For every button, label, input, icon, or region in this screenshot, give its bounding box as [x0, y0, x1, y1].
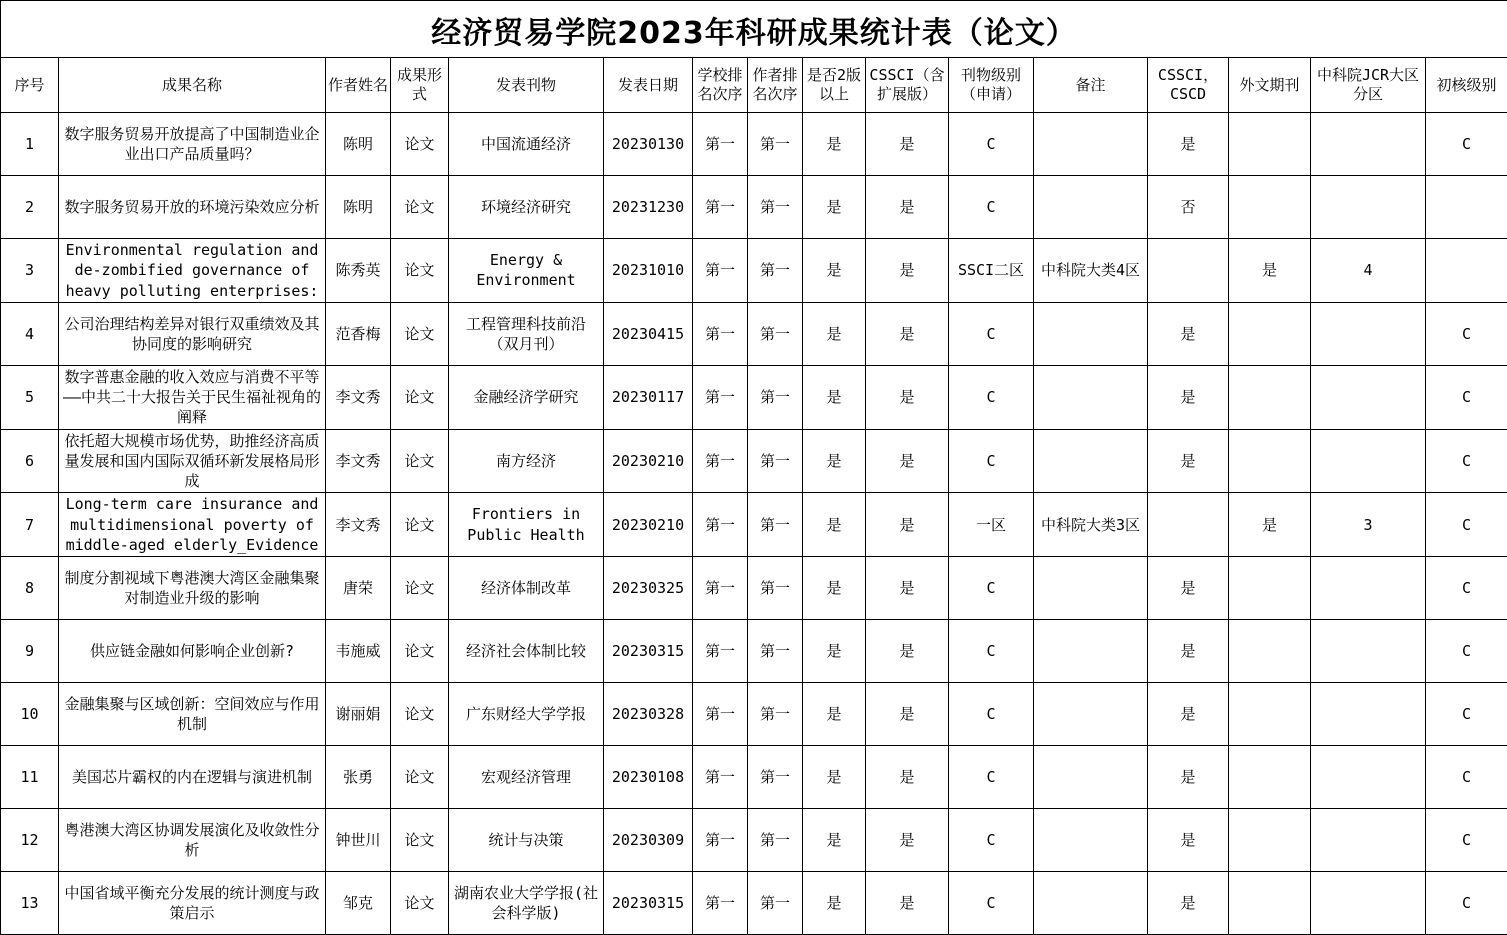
- table-cell: 工程管理科技前沿（双月刊）: [449, 302, 604, 365]
- table-cell: 是: [866, 429, 949, 493]
- table-cell: 公司治理结构差异对银行双重绩效及其协同度的影响研究: [59, 302, 326, 365]
- table-cell: 是: [866, 872, 949, 935]
- table-cell: 第一: [748, 746, 803, 809]
- table-cell: 是: [803, 365, 866, 429]
- table-row: [1, 429, 1507, 493]
- table-cell: 第一: [748, 113, 803, 176]
- table-cell: 是: [1229, 239, 1311, 303]
- table-cell: 是: [1148, 683, 1229, 746]
- column-header: 序号: [1, 58, 59, 113]
- table-cell: 20230117: [604, 365, 693, 429]
- table-cell: 20231010: [604, 239, 693, 303]
- column-header: 发表刊物: [449, 58, 604, 113]
- table-cell: [1034, 429, 1148, 493]
- table-cell: C: [949, 809, 1034, 872]
- table-cell: [1229, 683, 1311, 746]
- page-title: 经济贸易学院2023年科研成果统计表（论文）: [1, 1, 1507, 58]
- table-cell: 第一: [693, 493, 748, 557]
- table-cell: 金融集聚与区域创新：空间效应与作用机制: [59, 683, 326, 746]
- table-cell: C: [1426, 620, 1507, 683]
- table-cell: [1034, 620, 1148, 683]
- table-cell: 邹克: [326, 872, 391, 935]
- table-row: [1, 620, 1507, 683]
- table-cell: 是: [803, 620, 866, 683]
- table-cell: 是: [866, 683, 949, 746]
- table-cell: 是: [803, 493, 866, 557]
- table-cell: 李文秀: [326, 493, 391, 557]
- table-cell: 广东财经大学学报: [449, 683, 604, 746]
- table-cell: 是: [1148, 872, 1229, 935]
- table-cell: 统计与决策: [449, 809, 604, 872]
- table-cell: 2: [1, 176, 59, 239]
- table-cell: 第一: [693, 620, 748, 683]
- table-cell: 20230328: [604, 683, 693, 746]
- table-cell: C: [1426, 683, 1507, 746]
- table-cell: 第一: [693, 872, 748, 935]
- table-cell: [1229, 302, 1311, 365]
- table-cell: 第一: [693, 809, 748, 872]
- column-header: 初核级别: [1426, 58, 1507, 113]
- table-cell: 南方经济: [449, 429, 604, 493]
- table-cell: 第一: [748, 302, 803, 365]
- table-cell: 论文: [391, 176, 449, 239]
- table-cell: 是: [866, 176, 949, 239]
- column-header: 外文期刊: [1229, 58, 1311, 113]
- table-row: [1, 746, 1507, 809]
- table-cell: 韦施威: [326, 620, 391, 683]
- table-cell: 13: [1, 872, 59, 935]
- table-cell: [1229, 557, 1311, 620]
- table-cell: 20230210: [604, 429, 693, 493]
- table-cell: C: [949, 176, 1034, 239]
- table-cell: 数字服务贸易开放的环境污染效应分析: [59, 176, 326, 239]
- table-cell: 第一: [693, 429, 748, 493]
- table-cell: 陈明: [326, 113, 391, 176]
- table-cell: 是: [1148, 429, 1229, 493]
- table-cell: 是: [803, 809, 866, 872]
- table-cell: 中国流通经济: [449, 113, 604, 176]
- table-cell: 第一: [748, 493, 803, 557]
- table-cell: 第一: [693, 113, 748, 176]
- table-cell: 是: [803, 746, 866, 809]
- table-cell: 是: [803, 872, 866, 935]
- table-cell: C: [949, 620, 1034, 683]
- table-cell: 经济社会体制比较: [449, 620, 604, 683]
- table-cell: Environmental regulation and de-zombified governance of heavy polluting enterprises:: [59, 239, 326, 303]
- table-cell: [1229, 176, 1311, 239]
- table-cell: 3: [1, 239, 59, 303]
- table-cell: 是: [866, 620, 949, 683]
- table-cell: 是: [866, 302, 949, 365]
- table-cell: [1311, 365, 1426, 429]
- table-cell: C: [1426, 493, 1507, 557]
- table-cell: 论文: [391, 365, 449, 429]
- column-header: 发表日期: [604, 58, 693, 113]
- table-cell: 是: [866, 113, 949, 176]
- table-cell: [1311, 746, 1426, 809]
- table-cell: 湖南农业大学学报(社会科学版): [449, 872, 604, 935]
- table-cell: 是: [1148, 809, 1229, 872]
- table-cell: C: [1426, 557, 1507, 620]
- table-cell: [1148, 493, 1229, 557]
- table-row: [1, 365, 1507, 429]
- table-cell: 第一: [748, 872, 803, 935]
- table-cell: 宏观经济管理: [449, 746, 604, 809]
- table-cell: 是: [1148, 113, 1229, 176]
- table-cell: 是: [803, 683, 866, 746]
- table-cell: 是: [803, 113, 866, 176]
- title-row: [1, 1, 1507, 58]
- table-cell: 第一: [748, 809, 803, 872]
- table-row: [1, 493, 1507, 557]
- table-cell: [1229, 872, 1311, 935]
- table-cell: SSCI二区: [949, 239, 1034, 303]
- table-cell: 是: [866, 557, 949, 620]
- table-cell: 论文: [391, 429, 449, 493]
- table-cell: [1034, 872, 1148, 935]
- table-cell: C: [1426, 746, 1507, 809]
- table-cell: C: [1426, 809, 1507, 872]
- table-cell: C: [949, 557, 1034, 620]
- table-cell: [1229, 746, 1311, 809]
- table-cell: 是: [1148, 746, 1229, 809]
- header-row: [1, 58, 1507, 113]
- table-cell: 9: [1, 620, 59, 683]
- table-cell: [1034, 683, 1148, 746]
- table-cell: 第一: [693, 176, 748, 239]
- table-cell: 论文: [391, 239, 449, 303]
- table-cell: 论文: [391, 683, 449, 746]
- table-cell: 20230325: [604, 557, 693, 620]
- table-cell: 4: [1311, 239, 1426, 303]
- table-cell: 20230210: [604, 493, 693, 557]
- table-cell: C: [1426, 429, 1507, 493]
- table-cell: 第一: [693, 365, 748, 429]
- table-cell: 粤港澳大湾区协调发展演化及收敛性分析: [59, 809, 326, 872]
- table-cell: C: [949, 113, 1034, 176]
- table-cell: [1311, 429, 1426, 493]
- table-cell: 供应链金融如何影响企业创新?: [59, 620, 326, 683]
- table-cell: 是: [1148, 302, 1229, 365]
- table-cell: 数字服务贸易开放提高了中国制造业企业出口产品质量吗？: [59, 113, 326, 176]
- column-header: 是否2版以上: [803, 58, 866, 113]
- table-cell: C: [949, 365, 1034, 429]
- column-header: 成果形式: [391, 58, 449, 113]
- table-cell: [1229, 429, 1311, 493]
- table-cell: 20231230: [604, 176, 693, 239]
- table-cell: 谢丽娟: [326, 683, 391, 746]
- table-cell: 是: [866, 365, 949, 429]
- table-cell: 一区: [949, 493, 1034, 557]
- table-cell: 中科院大类3区: [1034, 493, 1148, 557]
- table-cell: 是: [866, 239, 949, 303]
- table-cell: [1229, 365, 1311, 429]
- table-cell: [1311, 620, 1426, 683]
- table-cell: C: [1426, 365, 1507, 429]
- table-cell: 论文: [391, 809, 449, 872]
- table-cell: 是: [803, 557, 866, 620]
- table-cell: Energy & Environment: [449, 239, 604, 303]
- table-cell: 依托超大规模市场优势，助推经济高质量发展和国内国际双循环新发展格局形成: [59, 429, 326, 493]
- table-cell: 第一: [748, 557, 803, 620]
- table-cell: 否: [1148, 176, 1229, 239]
- table-cell: [1034, 302, 1148, 365]
- table-cell: 李文秀: [326, 429, 391, 493]
- table-cell: 陈明: [326, 176, 391, 239]
- table-cell: 3: [1311, 493, 1426, 557]
- table-cell: [1311, 176, 1426, 239]
- table-cell: Long-term care insurance and multidimensional poverty of middle-aged elderly_Evidence: [59, 493, 326, 557]
- table-cell: 是: [1148, 365, 1229, 429]
- table-cell: 是: [803, 302, 866, 365]
- table-cell: 论文: [391, 620, 449, 683]
- table-cell: 论文: [391, 746, 449, 809]
- table-cell: 8: [1, 557, 59, 620]
- table-cell: C: [949, 746, 1034, 809]
- column-header: 学校排名次序: [693, 58, 748, 113]
- table-cell: 7: [1, 493, 59, 557]
- table-body: [1, 113, 1507, 935]
- table-cell: [1426, 239, 1507, 303]
- table-cell: [1311, 809, 1426, 872]
- table-cell: 第一: [748, 239, 803, 303]
- table-cell: 是: [803, 176, 866, 239]
- table-row: [1, 557, 1507, 620]
- table-cell: C: [949, 683, 1034, 746]
- table-cell: [1229, 620, 1311, 683]
- table-cell: 论文: [391, 302, 449, 365]
- table-cell: 陈秀英: [326, 239, 391, 303]
- table-cell: 第一: [693, 746, 748, 809]
- table-cell: 第一: [748, 365, 803, 429]
- column-header: 备注: [1034, 58, 1148, 113]
- table-cell: C: [949, 429, 1034, 493]
- table-row: [1, 809, 1507, 872]
- table-cell: [1034, 176, 1148, 239]
- column-header: CSSCI，CSCD: [1148, 58, 1229, 113]
- table-cell: [1311, 872, 1426, 935]
- table-cell: 1: [1, 113, 59, 176]
- table-cell: [1311, 302, 1426, 365]
- table-cell: 论文: [391, 113, 449, 176]
- table-cell: 10: [1, 683, 59, 746]
- table-cell: [1148, 239, 1229, 303]
- table-cell: 制度分割视域下粤港澳大湾区金融集聚对制造业升级的影响: [59, 557, 326, 620]
- table-cell: C: [949, 302, 1034, 365]
- table-cell: 20230315: [604, 620, 693, 683]
- table-cell: [1034, 557, 1148, 620]
- table-cell: 20230315: [604, 872, 693, 935]
- table-row: [1, 683, 1507, 746]
- column-header: 成果名称: [59, 58, 326, 113]
- table-cell: 20230108: [604, 746, 693, 809]
- table-cell: 第一: [693, 683, 748, 746]
- table-cell: 20230309: [604, 809, 693, 872]
- table-cell: 是: [1148, 620, 1229, 683]
- table-cell: 环境经济研究: [449, 176, 604, 239]
- table-cell: 第一: [748, 176, 803, 239]
- table-cell: 4: [1, 302, 59, 365]
- table-cell: 第一: [748, 683, 803, 746]
- table-cell: [1034, 113, 1148, 176]
- table-cell: 第一: [748, 620, 803, 683]
- table-cell: 第一: [748, 429, 803, 493]
- table-cell: [1229, 113, 1311, 176]
- table-row: [1, 872, 1507, 935]
- table-cell: 是: [1148, 557, 1229, 620]
- table-cell: [1034, 746, 1148, 809]
- table-cell: 6: [1, 429, 59, 493]
- column-header: 作者排名次序: [748, 58, 803, 113]
- table-cell: 是: [866, 809, 949, 872]
- table-cell: 第一: [693, 239, 748, 303]
- table-cell: [1311, 683, 1426, 746]
- table-cell: 范香梅: [326, 302, 391, 365]
- table-cell: 张勇: [326, 746, 391, 809]
- table-cell: [1034, 809, 1148, 872]
- table-cell: 5: [1, 365, 59, 429]
- column-header: 作者姓名: [326, 58, 391, 113]
- table-cell: 是: [1229, 493, 1311, 557]
- table-cell: 是: [866, 746, 949, 809]
- table-row: [1, 176, 1507, 239]
- table-cell: 经济体制改革: [449, 557, 604, 620]
- table-cell: [1229, 809, 1311, 872]
- table-cell: 唐荣: [326, 557, 391, 620]
- table-cell: [1311, 113, 1426, 176]
- table-cell: 美国芯片霸权的内在逻辑与演进机制: [59, 746, 326, 809]
- table-cell: 李文秀: [326, 365, 391, 429]
- table-row: [1, 302, 1507, 365]
- table-row: [1, 239, 1507, 303]
- table-cell: C: [1426, 302, 1507, 365]
- table-cell: [1426, 176, 1507, 239]
- table-cell: [1311, 557, 1426, 620]
- table-cell: 钟世川: [326, 809, 391, 872]
- table-cell: 论文: [391, 493, 449, 557]
- table-cell: 是: [803, 429, 866, 493]
- table-cell: 第一: [693, 302, 748, 365]
- table-cell: 数字普惠金融的收入效应与消费不平等——中共二十大报告关于民生福祉视角的阐释: [59, 365, 326, 429]
- column-header: CSSCI（含扩展版）: [866, 58, 949, 113]
- table-row: [1, 113, 1507, 176]
- table-cell: [1034, 365, 1148, 429]
- table-cell: 论文: [391, 557, 449, 620]
- table-cell: 第一: [693, 557, 748, 620]
- table-cell: C: [1426, 113, 1507, 176]
- table-cell: 12: [1, 809, 59, 872]
- table-cell: 金融经济学研究: [449, 365, 604, 429]
- table-cell: C: [1426, 872, 1507, 935]
- table-cell: Frontiers in Public Health: [449, 493, 604, 557]
- table-cell: 中国省域平衡充分发展的统计测度与政策启示: [59, 872, 326, 935]
- table-cell: 20230415: [604, 302, 693, 365]
- table-cell: 是: [803, 239, 866, 303]
- table-cell: C: [949, 872, 1034, 935]
- table-cell: 20230130: [604, 113, 693, 176]
- column-header: 刊物级别（申请）: [949, 58, 1034, 113]
- table-cell: 中科院大类4区: [1034, 239, 1148, 303]
- table-cell: 11: [1, 746, 59, 809]
- column-header: 中科院JCR大区分区: [1311, 58, 1426, 113]
- table-cell: 是: [866, 493, 949, 557]
- table-cell: 论文: [391, 872, 449, 935]
